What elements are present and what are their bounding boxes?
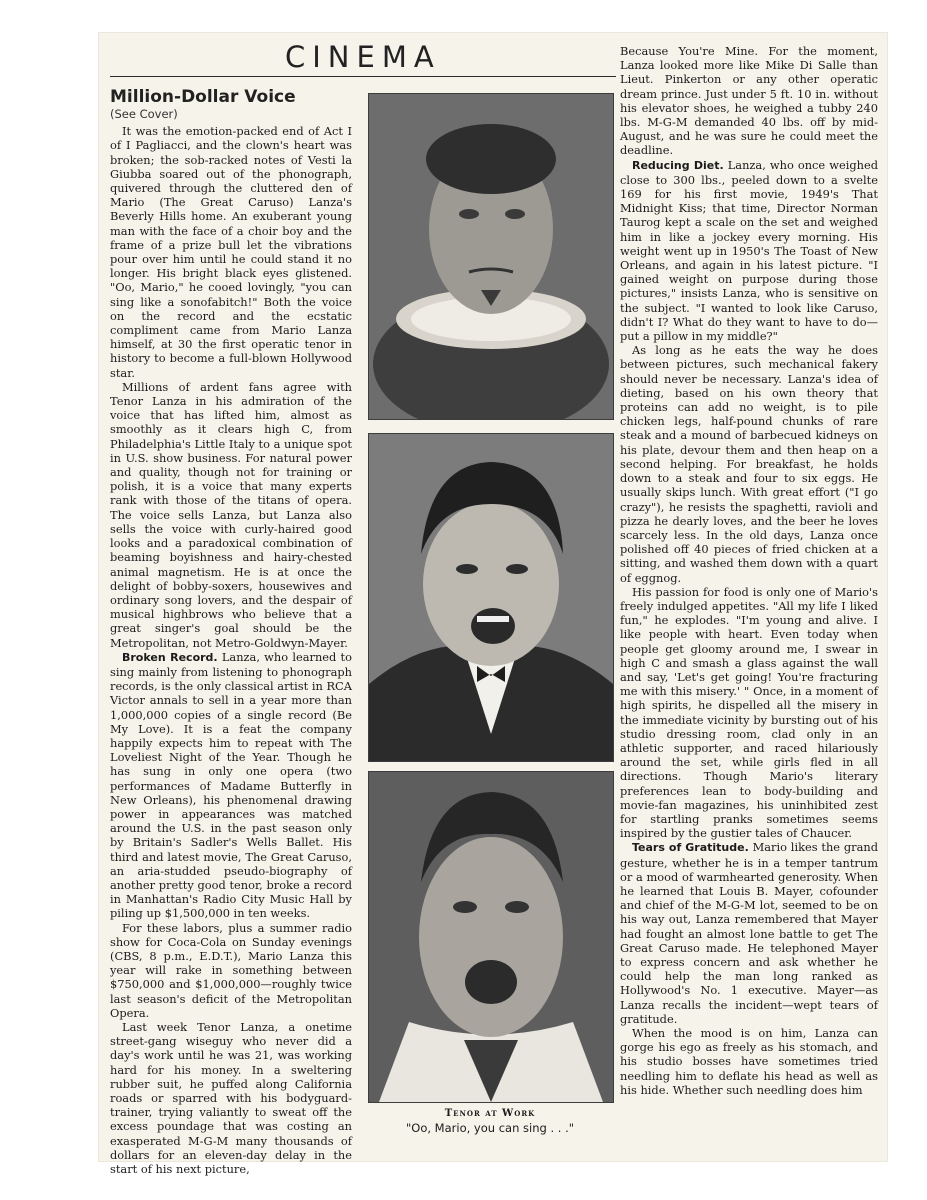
paragraph-text: Last week Tenor Lanza, a onetime street-gang wiseguy who never did a day's work until he was 21, was working hard for his money. In a sweltering rubber suit, he puffed along California roads or sparred with his bodyguard-trainer, trying valiantly to sweat off the excess poundage that was costing an exasperated M-G-M many thousands of dollars for an eleven-day delay in the start of his next picture, (110, 1020, 352, 1177)
photo-closeup-portrait (368, 771, 614, 1103)
section-runin-heading: Tears of Gratitude. (632, 841, 749, 855)
photo-caption (368, 1108, 612, 1135)
paragraph-text: As long as he eats the way he does between pictures, such mechanical fakery should never be necessary. Lanza's idea of dieting, based on his own theory that proteins can add no weight, is to pile chicken legs, half-pound chunks of rare steak and a mound of barbecued kidneys on his plate, devour them and then heap on a second helping. For breakfast, he holds down to a steak and four to six eggs. He usually skips lunch. With great effort ("I go crazy"), he resists the spaghetti, ravioli and pizza he dearly loves, and the beer he loves scarcely less. In the old days, Lanza once polished off 40 pieces of fried chicken at a sitting, and washed them down with a quart of eggnog. (620, 343, 878, 585)
caption-title: Tenor at Work (444, 1108, 536, 1119)
photo-singing-portrait (368, 433, 614, 762)
paragraph-text: For these labors, plus a summer radio show for Coca-Cola on Sunday evenings (CBS, 8 p.m., E.D.T.), Mario Lanza this year will rake in something between $750,000 and $1,000,000—roughly twice last season's deficit of the Metropolitan Opera. (110, 920, 352, 1020)
paragraph-text: His passion for food is only one of Mario's freely indulged appetites. "All my life I liked fun," he explodes. "I'm young and alive. I like people with heart. Even today when people get gloomy around me, I swear in high C and smash a glass against the wall and say, 'Let's get going! You're fracturing me with this misery.' " Once, in a moment of high spirits, he dispelled all the misery in the immediate vicinity by bursting out of his studio dressing room, clad only in an athletic supporter, and raced hilariously around the set, while girls fled in all directions. Though Mario's literary preferences lean to body-building and movie-fan magazines, his uninhibited zest for startling pranks sometimes seems inspired by the gustier tales of Chaucer. (620, 584, 878, 841)
right-column-body (620, 44, 878, 1097)
article-paragraph (620, 840, 878, 1026)
article-paragraph (620, 343, 878, 584)
article-paragraph (620, 585, 878, 841)
paragraph-text: Because You're Mine. For the moment, Lanza looked more like Mike Di Salle than Lieut. Pinkerton or any other operatic dream prince. Just under 5 ft. 10 in. without his elevator shoes, he weighed a tubby 240 lbs. M-G-M demanded 40 lbs. off by mid-August, and he was sure he could meet the deadline. (620, 44, 878, 158)
left-column-body (110, 124, 352, 1176)
section-runin-heading: Reducing Diet. (632, 158, 724, 172)
paragraph-text: Lanza, who once weighed close to 300 lbs., peeled down to a svelte 169 for his first movie, 1949's That Midnight Kiss; that time, Director Norman Taurog kept a scale on the set and weighed him in like a jockey every morning. His weight went up in 1950's The Toast of New Orleans, and again in his latest picture. "I gained weight on purpose during those pictures," insists Lanza, who is sensitive on the subject. "I wanted to look like Caruso, didn't I? What do they want to have to do—put a pillow in my middle?" (620, 157, 878, 344)
article-paragraph (620, 44, 878, 158)
article-column-right (620, 44, 878, 1097)
article-paragraph (110, 650, 352, 921)
article-paragraph (620, 1026, 878, 1097)
paragraph-text: It was the emotion-packed end of Act I of I Pagliacci, and the clown's heart was broken; the sob-racked notes of Vesti la Giubba soared out of the phonograph, quivered through the cluttered den of Mario (The Great Caruso) Lanza's Beverly Hills home. An exuberant young man with the face of a choir boy and the frame of a prize bull let the vibrations pour over him until he could stand it no longer. His bright black eyes glistened. "Oo, Mario," he cooed lovingly, "you can sing like a sonofabitch!" Both the voice on the record and the ecstatic compliment came from Mario Lanza himself, at 30 the first operatic tenor in history to become a full-blown Hollywood star. (110, 124, 352, 380)
section-rule (110, 76, 616, 77)
article-subhead: (See Cover) (110, 107, 178, 121)
caption-quote: "Oo, Mario, you can sing . . ." (405, 1121, 575, 1135)
article-paragraph (110, 124, 352, 380)
paragraph-text: Lanza, who learned to sing mainly from listening to phonograph records, is the only classical artist in RCA Victor annals to sell in a year more than 1,000,000 copies of a single record (Be My Love). It is a feat the company happily expects him to repeat with The Loveliest Night of the Year. Though he has sung in only one opera (two performances of Madame Butterfly in New Orleans), his phenomenal drawing power in appearances was matched around the U.S. in the past season only by Britain's Sadler's Wells Ballet. His third and latest movie, The Great Caruso, an aria-studded pseudo-biography of another pretty good tenor, broke a record in Manhattan's Radio City Music Hall by piling up $1,500,000 in ten weeks. (110, 649, 352, 921)
paragraph-text: Millions of ardent fans agree with Tenor Lanza in his admiration of the voice that has lifted him, almost as smoothly as it clears high C, from Philadelphia's Little Italy to a unique spot in U.S. show business. For natural power and quality, though not for training or polish, it is a voice that many experts rank with those of the titans of opera. The voice sells Lanza, but Lanza also sells the voice with curly-haired good looks and a paradoxical combination of beaming boyishness and hairy-chested animal magnetism. He is at once the delight of bobby-soxers, housewives and ordinary song lovers, and the despair of musical highbrows who believe that a great singer's goal should be the Metropolitan, not Metro-Goldwyn-Mayer. (110, 379, 352, 650)
section-runin-heading: Broken Record. (122, 650, 218, 664)
article-paragraph (620, 158, 878, 344)
article-headline: Million-Dollar Voice (110, 87, 296, 107)
section-title: CINEMA (285, 40, 441, 74)
article-paragraph (110, 921, 352, 1020)
article-paragraph (110, 380, 352, 650)
article-column-left (110, 87, 352, 1176)
photo-costume-portrait (368, 93, 614, 420)
article-paragraph (110, 1020, 352, 1176)
paragraph-text: Mario likes the grand gesture, whether he is in a temper tantrum or a mood of warmhearted generosity. When he learned that Louis B. Mayer, cofounder and chief of the M-G-M lot, seemed to be on his way out, Lanza remembered that Mayer had fought an almost lone battle to get The Great Caruso made. He telephoned Mayer to express concern and ask whether he could help the man long ranked as Hollywood's No. 1 executive. Mayer—as Lanza recalls the incident—wept tears of gratitude. (620, 840, 878, 1026)
paragraph-text: When the mood is on him, Lanza can gorge his ego as freely as his stomach, and his studio bosses have sometimes tried needling him to deflate his head as well as his hide. Whether such needling does him (620, 1026, 878, 1097)
